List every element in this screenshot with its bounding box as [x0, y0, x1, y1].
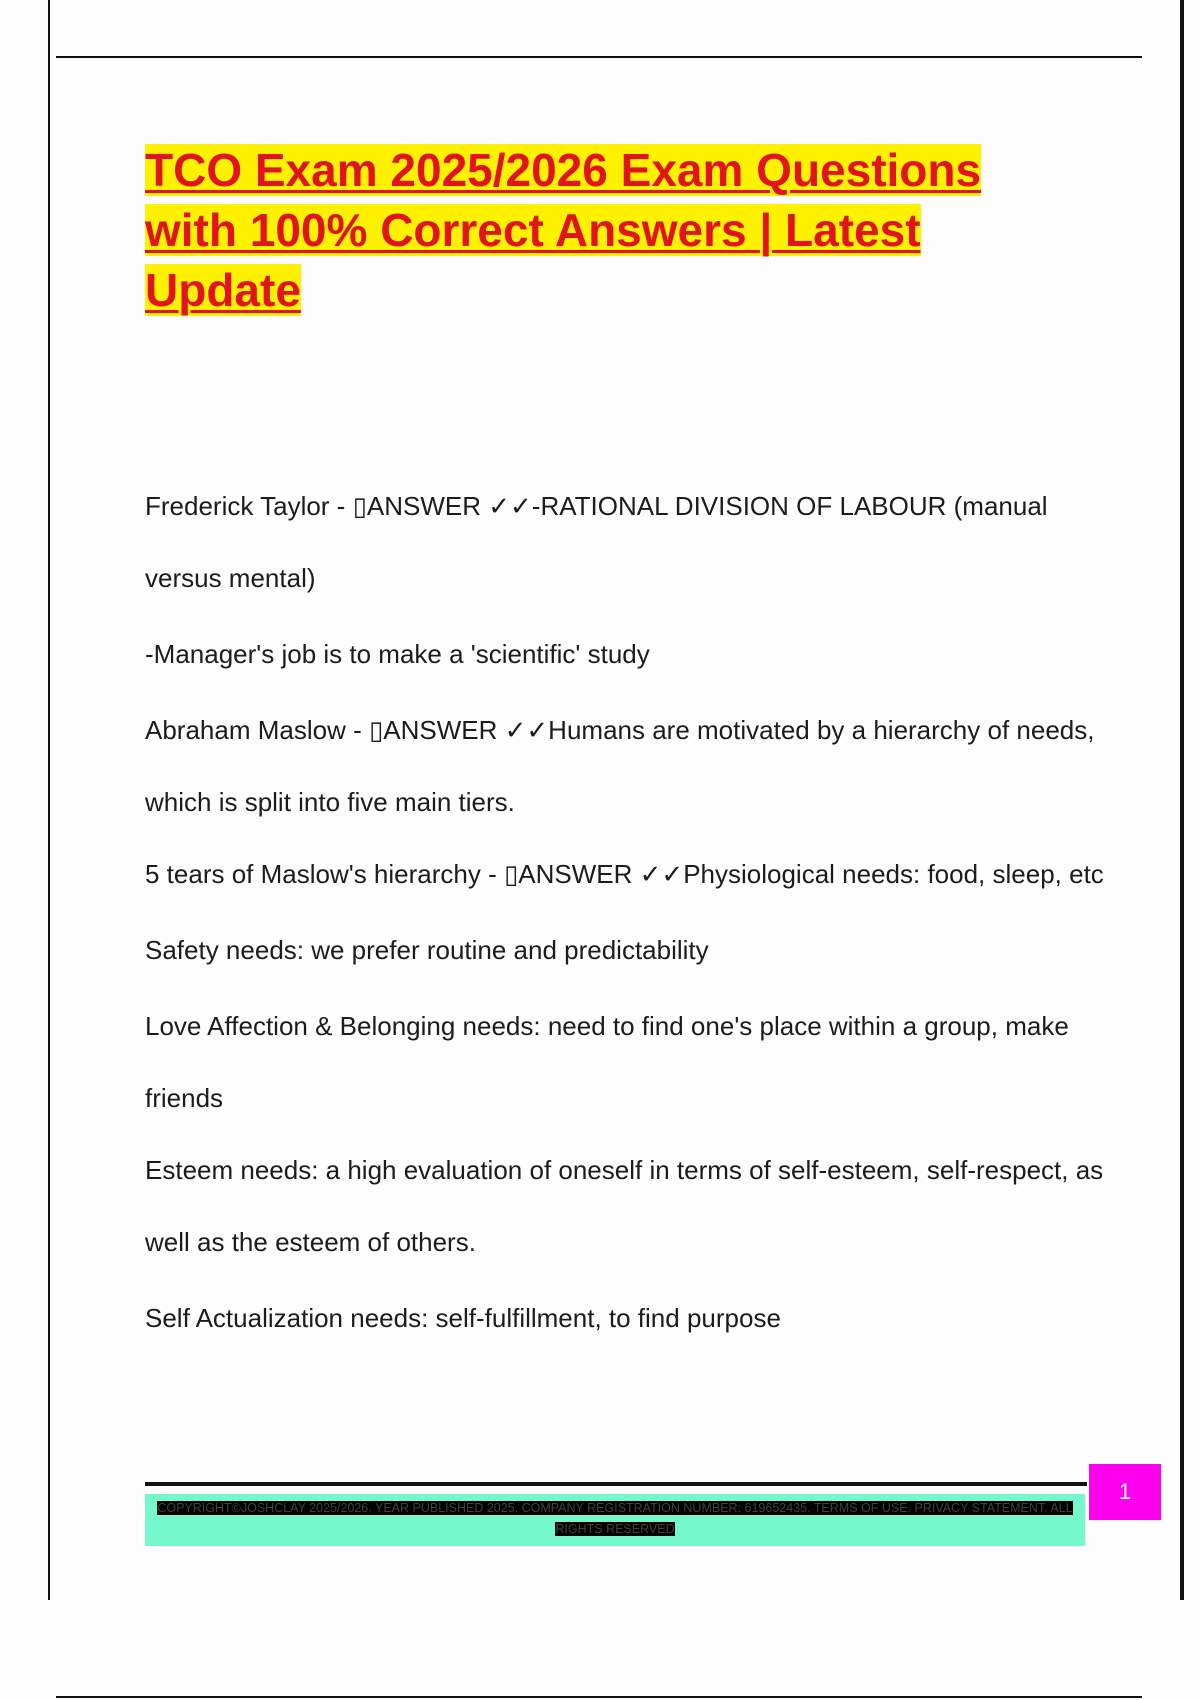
header-rule	[56, 56, 1142, 58]
page-left-border	[48, 0, 50, 1600]
paragraph-esteem-needs: Esteem needs: a high evaluation of oneself in terms of self-esteem, self-respect, as well as the esteem of others.	[145, 1155, 1104, 1257]
paragraph-manager-job: -Manager's job is to make a 'scientific' study	[145, 639, 650, 669]
document-title	[145, 140, 1085, 320]
paragraph-taylor: Frederick Taylor - ▯ANSWER ✓✓-RATIONAL DIVISION OF LABOUR (manual versus mental)	[145, 491, 1048, 593]
paragraph-safety-needs: Safety needs: we prefer routine and predictability	[145, 935, 709, 965]
paragraph-maslow: Abraham Maslow - ▯ANSWER ✓✓Humans are motivated by a hierarchy of needs, which is split into five main tiers.	[145, 715, 1095, 817]
footer-copyright-band	[145, 1494, 1085, 1546]
document-body	[145, 470, 1105, 1358]
page-right-border	[1180, 0, 1184, 1600]
paragraph-maslow-tiers: 5 tears of Maslow's hierarchy - ▯ANSWER ✓✓Physiological needs: food, sleep, etc	[145, 859, 1104, 889]
document-title-text: TCO Exam 2025/2026 Exam Questions with 100% Correct Answers | Latest Update	[145, 144, 982, 316]
paragraph-self-actualization: Self Actualization needs: self-fulfillment, to find purpose	[145, 1303, 781, 1333]
footer-rule	[145, 1482, 1087, 1486]
paragraph-belonging-needs: Love Affection & Belonging needs: need to find one's place within a group, make friends	[145, 1011, 1069, 1113]
footer-copyright-text: COPYRIGHT©JOSHCLAY 2025/2026. YEAR PUBLISHED 2025. COMPANY REGISTRATION NUMBER: 619652435. TERMS OF USE. PRIVACY STATEMENT. ALL RIGHTS RESERVED	[157, 1501, 1073, 1536]
page-number-badge: 1	[1089, 1464, 1161, 1520]
next-page-rule	[56, 1696, 1142, 1698]
